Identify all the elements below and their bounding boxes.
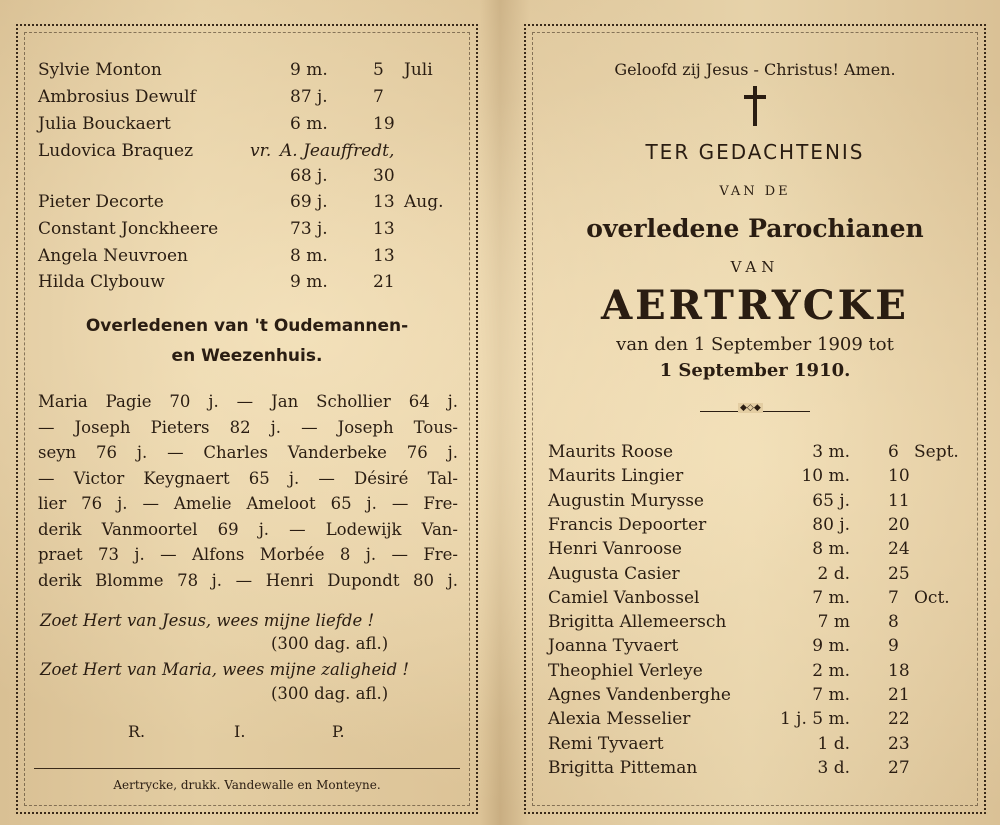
death-age: 7 m.: [812, 685, 850, 705]
death-name: Ludovica Braquez: [38, 141, 194, 161]
death-day: 24: [888, 539, 910, 560]
death-name: Agnes Vandenberghe: [548, 685, 731, 705]
death-entry: [548, 491, 968, 513]
death-day: 19: [373, 114, 395, 134]
death-name: Brigitta Pitteman: [548, 757, 698, 778]
death-name: Francis Depoorter: [548, 514, 707, 535]
death-day: 18: [888, 660, 910, 681]
period-line-1: van den 1 September 1909 tot: [616, 334, 894, 355]
death-day: 13: [373, 219, 395, 239]
printer-credit: Aertrycke, drukk. Vandewalle en Monteyne.: [113, 778, 381, 792]
death-entry: [38, 141, 458, 163]
death-entry: [548, 564, 968, 586]
death-age: 8 m.: [290, 246, 328, 266]
death-age: 80 j.: [812, 514, 850, 535]
death-name: Ambrosius Dewulf: [38, 87, 196, 107]
prayer-jesus: Zoet Hert van Jesus, wees mijne liefde !: [40, 611, 375, 630]
indulgence-1: (300 dag. afl.): [271, 634, 389, 653]
death-age: 9 m.: [812, 636, 850, 657]
ornamental-divider: [700, 406, 810, 416]
paragraph-line: derik Vanmoortel 69 j. — Lodewijk Van-: [38, 519, 458, 539]
rip-p: P.: [332, 722, 345, 741]
section-title-line-2: en Weezenhuis.: [171, 346, 323, 366]
title-line-1: TER GEDACHTENIS: [645, 140, 865, 164]
death-entry: [548, 539, 968, 561]
death-age: 2 d.: [817, 563, 850, 584]
death-day: 13: [373, 192, 395, 212]
death-age: 10 m.: [801, 466, 850, 487]
death-name: Julia Bouckaert: [38, 114, 171, 134]
paragraph-line: — Joseph Pieters 82 j. — Joseph Tous-: [38, 417, 458, 437]
death-name: Joanna Tyvaert: [548, 636, 679, 657]
death-entry: [548, 612, 968, 634]
death-name: Augustin Murysse: [548, 490, 704, 511]
death-day: 20: [888, 514, 910, 535]
death-age: 87 j.: [290, 87, 328, 107]
death-name: Angela Neuvroen: [38, 246, 189, 266]
death-name: Constant Jonckheere: [38, 219, 219, 239]
death-day: 9: [888, 636, 899, 657]
death-name: Theophiel Verleye: [548, 660, 703, 681]
death-name: Alexia Messelier: [548, 709, 691, 730]
death-age: 3 d.: [817, 757, 850, 778]
death-entry: [548, 685, 968, 707]
paragraph-line: — Victor Keygnaert 65 j. — Désiré Tal-: [38, 468, 458, 488]
death-day: 21: [373, 272, 395, 292]
death-entry: [548, 588, 968, 610]
title-line-4: VAN: [730, 258, 780, 276]
death-entry: [548, 515, 968, 537]
death-age: 7 m: [817, 612, 850, 633]
death-day: 13: [373, 246, 395, 266]
death-age: 73 j.: [290, 219, 328, 239]
village-name: AERTRYCKE: [601, 282, 909, 329]
death-day: 5: [373, 60, 384, 80]
cross-icon: [748, 86, 762, 126]
title-line-3: overledene Parochianen: [586, 214, 924, 243]
death-age: 2 m.: [812, 660, 850, 681]
death-month: Aug.: [404, 192, 444, 212]
death-day: 25: [888, 563, 910, 584]
death-age: 68 j.: [290, 166, 328, 186]
section-title-line-1: Overledenen van 't Oudemannen-: [85, 316, 409, 336]
death-day: 23: [888, 733, 910, 754]
indulgence-2: (300 dag. afl.): [271, 684, 389, 703]
death-name: Maurits Roose: [548, 442, 674, 462]
death-entry: [548, 709, 968, 731]
paragraph-line: praet 73 j. — Alfons Morbée 8 j. — Fre-: [38, 545, 458, 564]
rip-r: R.: [128, 722, 146, 741]
death-entry: [38, 192, 458, 214]
prayer-maria: Zoet Hert van Maria, wees mijne zaligheid !: [40, 660, 410, 679]
death-age: 1 d.: [817, 733, 850, 754]
death-name: Brigitta Allemeersch: [548, 612, 727, 633]
death-entry: [548, 758, 968, 780]
death-name: Augusta Casier: [548, 563, 680, 584]
death-day: 10: [888, 466, 910, 487]
death-day: 21: [888, 685, 910, 705]
death-name: Camiel Vanbossel: [548, 587, 700, 608]
death-entry: [548, 466, 968, 488]
paragraph-line: seyn 76 j. — Charles Vanderbeke 76 j.: [38, 443, 458, 462]
death-name: Sylvie Monton: [38, 60, 162, 80]
death-entry: [38, 246, 458, 268]
death-month: Sept.: [914, 442, 959, 462]
paragraph-line: derik Blomme 78 j. — Henri Dupondt 80 j.: [38, 570, 458, 590]
death-day: 6: [888, 442, 899, 462]
death-entry: [548, 734, 968, 756]
death-day: 27: [888, 757, 910, 778]
paragraph-line: Maria Pagie 70 j. — Jan Schollier 64 j.: [38, 392, 458, 411]
death-name: Hilda Clybouw: [38, 272, 165, 292]
death-age: 7 m.: [812, 587, 850, 608]
death-entry: [38, 87, 458, 109]
paragraph-line: lier 76 j. — Amelie Ameloot 65 j. — Fre-: [38, 494, 458, 513]
death-month: Oct.: [914, 587, 950, 608]
period-line-2: 1 September 1910.: [659, 360, 851, 381]
death-age: 9 m.: [290, 60, 328, 80]
left-page: [16, 24, 478, 814]
death-name: Pieter Decorte: [38, 192, 164, 212]
death-entry: [548, 661, 968, 683]
death-entry: [548, 636, 968, 658]
death-day: 8: [888, 612, 899, 633]
death-entry: [38, 272, 458, 294]
motto: Geloofd zij Jesus - Christus! Amen.: [614, 60, 896, 79]
death-entry: [38, 114, 458, 136]
death-day: 22: [888, 709, 910, 730]
death-age: 8 m.: [812, 539, 850, 560]
death-entry: [38, 219, 458, 241]
death-age: 65 j.: [812, 490, 850, 511]
death-age: 3 m.: [812, 442, 850, 462]
death-age: 9 m.: [290, 272, 328, 292]
death-month: Juli: [404, 60, 433, 80]
rip-i: I.: [234, 722, 246, 741]
death-day: 7: [888, 587, 899, 608]
death-entry-cont: [38, 166, 458, 188]
death-age: 1 j. 5 m.: [779, 709, 850, 730]
title-line-2: VAN DE: [719, 184, 791, 199]
right-page: [524, 24, 986, 814]
death-name: Maurits Lingier: [548, 466, 684, 487]
death-age: 6 m.: [290, 114, 328, 134]
death-name: Henri Vanroose: [548, 539, 682, 560]
death-entry: [548, 442, 968, 464]
death-name: Remi Tyvaert: [548, 733, 664, 754]
death-entry: [38, 60, 458, 82]
spouse-name: A. Jeauffredt,: [280, 141, 395, 161]
death-day: 7: [373, 87, 384, 107]
death-day: 11: [888, 490, 910, 511]
spouse-prefix: vr.: [250, 141, 272, 161]
printer-rule: [34, 768, 460, 769]
death-age: 69 j.: [290, 192, 328, 212]
death-day: 30: [373, 166, 395, 186]
